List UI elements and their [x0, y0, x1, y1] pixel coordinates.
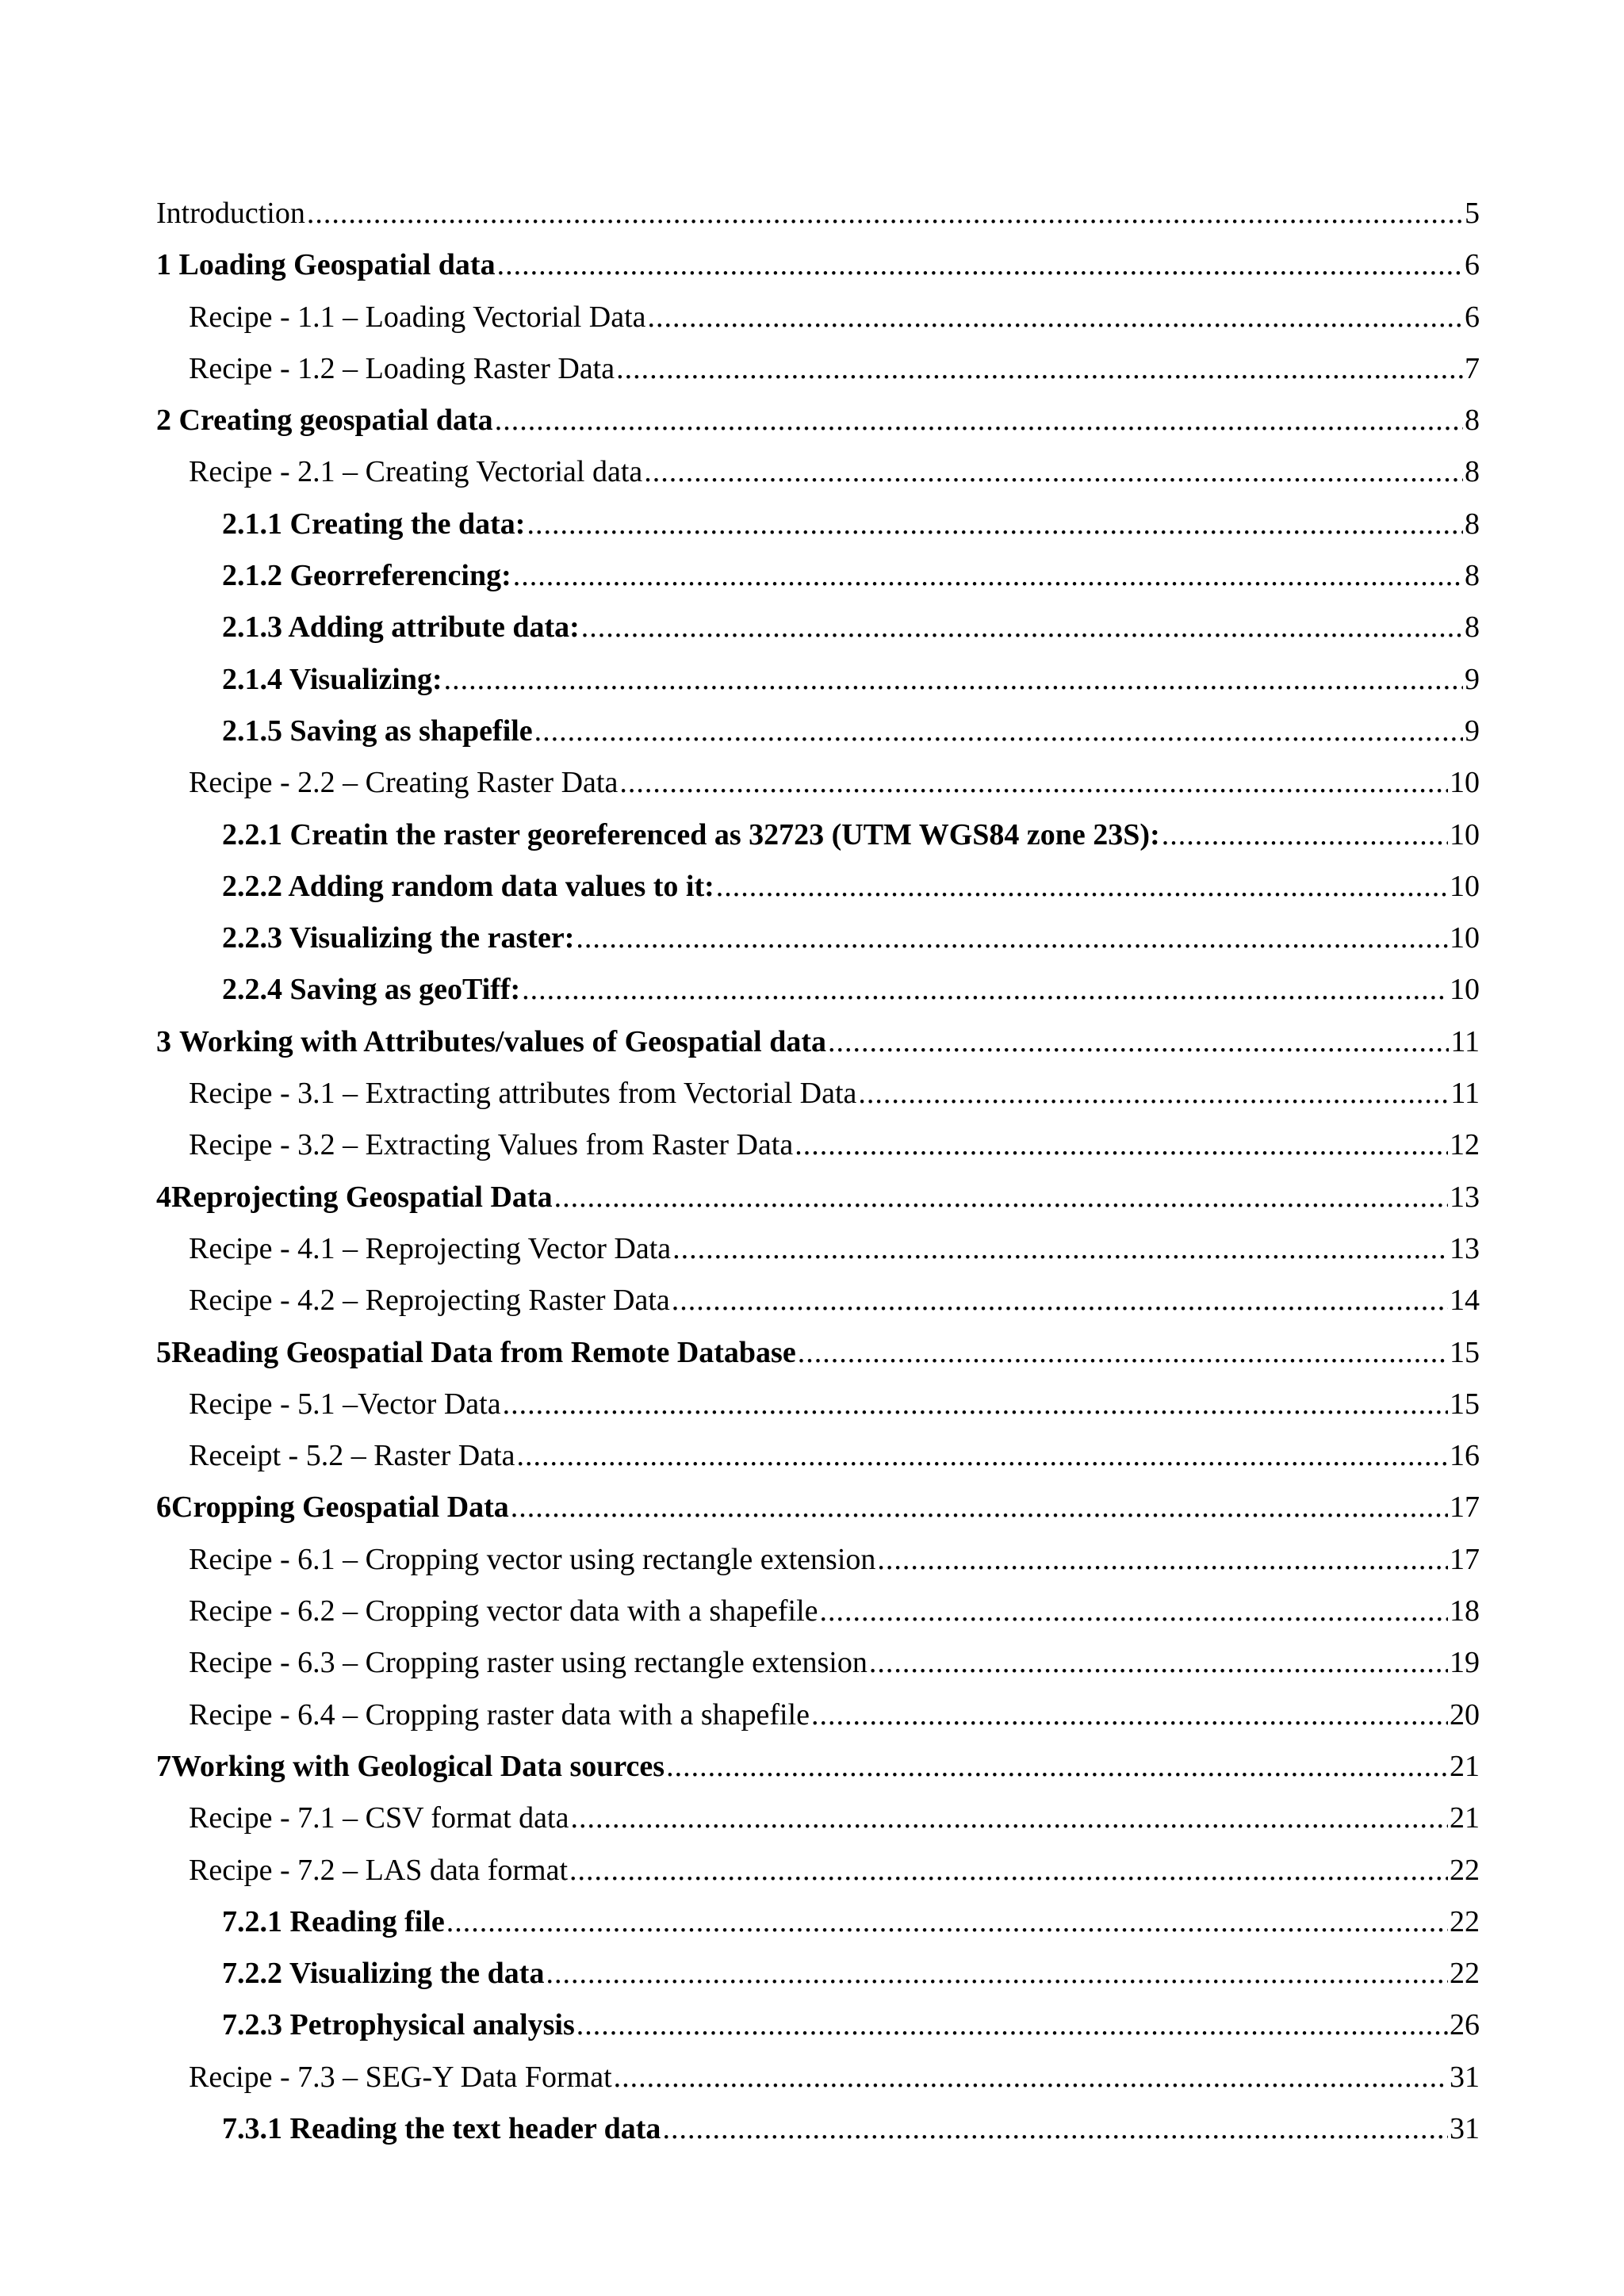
toc-entry-chapter-6[interactable] [156, 1482, 1480, 1533]
toc-entry-section-2-2-1[interactable] [156, 809, 1480, 861]
toc-page-number: 31 [1450, 2060, 1480, 2094]
toc-page-number: 8 [1465, 455, 1480, 489]
toc-entry-title: Recipe - 2.2 – Creating Raster Data [189, 766, 619, 800]
toc-entry-title: Recipe - 4.2 – Reprojecting Raster Data [189, 1284, 670, 1318]
toc-entry-title: Recipe - 7.3 – SEG-Y Data Format [189, 2060, 612, 2094]
dot-leader [546, 1948, 1448, 1999]
toc-chapter-number: 3 [156, 1024, 171, 1058]
toc-entry-title: Recipe - 7.2 – LAS data format [189, 1853, 569, 1887]
toc-entry-title: Recipe - 5.1 –Vector Data [189, 1387, 501, 1421]
toc-page-number: 26 [1450, 2008, 1480, 2042]
toc-page-number: 16 [1450, 1439, 1480, 1473]
toc-page-number: 11 [1450, 1077, 1480, 1111]
toc-entry-chapter-1[interactable] [156, 239, 1480, 291]
toc-entry-chapter-3[interactable] [156, 1016, 1480, 1068]
toc-entry-recipe-7-2[interactable] [156, 1845, 1480, 1896]
dot-leader [616, 343, 1463, 395]
toc-page-number: 8 [1465, 507, 1480, 541]
dot-leader [527, 499, 1463, 550]
dot-leader [517, 1430, 1448, 1482]
dot-leader [672, 1223, 1448, 1275]
toc-entry-title: 2.2.1 Creatin the raster georeferenced as 32723 (UTM WGS84 zone 23S): [222, 817, 1160, 851]
toc-entry-title: Recipe - 3.2 – Extracting Values from Raster Data [189, 1128, 794, 1162]
toc-entry-section-7-2-1[interactable] [156, 1896, 1480, 1948]
toc-entry-section-2-1-3[interactable] [156, 602, 1480, 653]
toc-entry-title: Recipe - 6.1 – Cropping vector using rectangle extension [189, 1542, 876, 1576]
toc-chapter-number: 6 [156, 1490, 171, 1525]
toc-entry-title: 2.2.4 Saving as geoTiff: [222, 973, 521, 1007]
dot-leader [554, 1172, 1448, 1223]
dot-leader [570, 1793, 1448, 1844]
toc-entry-title: 2.1.5 Saving as shapefile [222, 714, 533, 748]
dot-leader [644, 446, 1463, 498]
dot-leader [811, 1689, 1448, 1741]
toc-entry-recipe-2-1[interactable] [156, 446, 1480, 498]
toc-entry-section-2-2-4[interactable] [156, 964, 1480, 1016]
dot-leader [495, 395, 1463, 446]
toc-entry-title: 2.2.2 Adding random data values to it: [222, 869, 714, 903]
toc-page-number: 9 [1465, 714, 1480, 748]
dot-leader [614, 2052, 1448, 2103]
toc-entry-title: 7.2.1 Reading file [222, 1904, 445, 1938]
toc-entry-title: Cropping Geospatial Data [171, 1490, 509, 1525]
toc-entry-chapter-4[interactable] [156, 1172, 1480, 1223]
dot-leader [619, 757, 1448, 809]
toc-entry-section-2-1-1[interactable] [156, 499, 1480, 550]
dot-leader [446, 1896, 1448, 1948]
toc-page-number: 18 [1450, 1594, 1480, 1628]
toc-entry-title: 2.1.4 Visualizing: [222, 662, 442, 696]
toc-entry-recipe-7-3[interactable] [156, 2052, 1480, 2103]
toc-page-number: 8 [1465, 610, 1480, 645]
dot-leader [828, 1016, 1449, 1068]
toc-page-number: 14 [1450, 1284, 1480, 1318]
toc-chapter-number: 5 [156, 1335, 171, 1369]
toc-page-number: 6 [1465, 300, 1480, 334]
toc-entry-title: Recipe - 6.3 – Cropping raster using rectangle extension [189, 1646, 868, 1680]
toc-entry-title: Recipe - 2.1 – Creating Vectorial data [189, 455, 643, 489]
dot-leader [820, 1586, 1448, 1637]
toc-entry-title: Recipe - 3.1 – Extracting attributes from Vectorial Data [189, 1077, 857, 1111]
toc-entry-title: Recipe - 4.1 – Reprojecting Vector Data [189, 1231, 672, 1265]
toc-entry-recipe-1-1[interactable] [156, 292, 1480, 343]
toc-page-number: 8 [1465, 559, 1480, 593]
toc-page-number: 7 [1465, 351, 1480, 385]
toc-entry-chapter-5[interactable] [156, 1327, 1480, 1379]
toc-entry-title: Working with Geological Data sources [171, 1749, 665, 1783]
toc-entry-section-7-3-1[interactable] [156, 2103, 1480, 2155]
toc-entry-recipe-4-2[interactable] [156, 1275, 1480, 1326]
dot-leader [716, 861, 1448, 913]
toc-page-number: 17 [1450, 1490, 1480, 1525]
dot-leader [1162, 809, 1448, 861]
dot-leader [569, 1845, 1448, 1896]
toc-entry-title: 2.1.1 Creating the data: [222, 507, 526, 541]
dot-leader [648, 292, 1464, 343]
toc-entry-introduction[interactable] [156, 188, 1480, 239]
toc-entry-section-2-2-2[interactable] [156, 861, 1480, 913]
toc-entry-section-2-1-4[interactable] [156, 654, 1480, 706]
toc-entry-recipe-6-3[interactable] [156, 1637, 1480, 1689]
toc-page-number: 10 [1450, 869, 1480, 903]
dot-leader [522, 964, 1448, 1016]
toc-page-number: 31 [1450, 2111, 1480, 2145]
toc-entry-recipe-5-1[interactable] [156, 1379, 1480, 1430]
toc-page-number: 9 [1465, 662, 1480, 696]
dot-leader [662, 2103, 1448, 2155]
toc-entry-title: 2.2.3 Visualizing the raster: [222, 921, 575, 955]
toc-page-number: 6 [1465, 248, 1480, 282]
toc-page-number: 5 [1465, 197, 1480, 230]
dot-leader [581, 602, 1463, 653]
toc-entry-title: Recipe - 6.2 – Cropping vector data with a shapefile [189, 1594, 818, 1628]
dot-leader [307, 188, 1463, 239]
toc-page-number: 10 [1450, 766, 1480, 800]
toc-entry-chapter-7[interactable] [156, 1741, 1480, 1793]
toc-page-number: 22 [1450, 1853, 1480, 1887]
toc-page-number: 13 [1450, 1180, 1480, 1214]
dot-leader [877, 1534, 1448, 1586]
dot-leader [798, 1327, 1448, 1379]
toc-entry-title: Recipe - 1.1 – Loading Vectorial Data [189, 300, 646, 334]
toc-page-number: 15 [1450, 1387, 1480, 1421]
table-of-contents [156, 188, 1480, 2155]
toc-entry-recipe-7-1[interactable] [156, 1793, 1480, 1844]
toc-chapter-number: 7 [156, 1749, 171, 1783]
dot-leader [503, 1379, 1448, 1430]
toc-entry-title: Reading Geospatial Data from Remote Database [171, 1335, 796, 1369]
dot-leader [444, 654, 1463, 706]
toc-entry-title: 2.1.3 Adding attribute data: [222, 610, 580, 645]
toc-entry-section-7-2-2[interactable] [156, 1948, 1480, 1999]
toc-entry-title: 1 Loading Geospatial data [156, 248, 496, 282]
dot-leader [511, 1482, 1448, 1533]
toc-entry-title: Introduction [156, 197, 305, 230]
dot-leader [497, 239, 1463, 291]
toc-entry-recipe-3-1[interactable] [156, 1068, 1480, 1119]
toc-page-number: 15 [1450, 1335, 1480, 1369]
toc-page-number: 8 [1465, 404, 1480, 438]
toc-page-number: 11 [1450, 1024, 1480, 1058]
toc-entry-chapter-2[interactable] [156, 395, 1480, 446]
toc-entry-recipe-1-2[interactable] [156, 343, 1480, 395]
toc-entry-section-2-1-5[interactable] [156, 706, 1480, 757]
toc-page-number: 10 [1450, 921, 1480, 955]
toc-page-number: 20 [1450, 1697, 1480, 1732]
dot-leader [869, 1637, 1448, 1689]
toc-page-number: 10 [1450, 817, 1480, 851]
toc-entry-recipe-4-1[interactable] [156, 1223, 1480, 1275]
toc-entry-title: Receipt - 5.2 – Raster Data [189, 1439, 515, 1473]
toc-entry-section-2-2-3[interactable] [156, 913, 1480, 964]
toc-entry-receipt-5-2[interactable] [156, 1430, 1480, 1482]
toc-page-number: 12 [1450, 1128, 1480, 1162]
toc-chapter-number: 4 [156, 1180, 171, 1214]
toc-entry-title: 2.1.2 Georreferencing: [222, 559, 511, 593]
toc-entry-title: 7.2.2 Visualizing the data [222, 1957, 545, 1991]
dot-leader [576, 1999, 1448, 2051]
toc-page-number: 17 [1450, 1542, 1480, 1576]
toc-entry-recipe-6-2[interactable] [156, 1586, 1480, 1637]
toc-entry-title: 2 Creating geospatial data [156, 404, 493, 438]
toc-page-number: 22 [1450, 1957, 1480, 1991]
dot-leader [513, 550, 1463, 602]
dot-leader [672, 1275, 1448, 1326]
dot-leader [534, 706, 1463, 757]
toc-entry-recipe-6-4[interactable] [156, 1689, 1480, 1741]
dot-leader [666, 1741, 1448, 1793]
dot-leader [576, 913, 1448, 964]
toc-entry-recipe-3-2[interactable] [156, 1119, 1480, 1171]
toc-entry-title: Working with Attributes/values of Geospatial data [179, 1024, 826, 1058]
toc-page-number: 10 [1450, 973, 1480, 1007]
toc-entry-recipe-2-2[interactable] [156, 757, 1480, 809]
toc-entry-title: Recipe - 6.4 – Cropping raster data with a shapefile [189, 1697, 810, 1732]
toc-entry-recipe-6-1[interactable] [156, 1534, 1480, 1586]
toc-entry-title: 7.2.3 Petrophysical analysis [222, 2008, 575, 2042]
toc-page-number: 13 [1450, 1231, 1480, 1265]
toc-page-number: 21 [1450, 1749, 1480, 1783]
toc-entry-section-7-2-3[interactable] [156, 1999, 1480, 2051]
dot-leader [858, 1068, 1449, 1119]
toc-page-number: 19 [1450, 1646, 1480, 1680]
toc-entry-title: Reprojecting Geospatial Data [171, 1180, 553, 1214]
toc-entry-title: Recipe - 1.2 – Loading Raster Data [189, 351, 615, 385]
toc-entry-title: Recipe - 7.1 – CSV format data [189, 1801, 569, 1835]
toc-page-number: 22 [1450, 1904, 1480, 1938]
dot-leader [795, 1119, 1448, 1171]
toc-page-number: 21 [1450, 1801, 1480, 1835]
toc-entry-section-2-1-2[interactable] [156, 550, 1480, 602]
toc-entry-title: 7.3.1 Reading the text header data [222, 2111, 661, 2145]
